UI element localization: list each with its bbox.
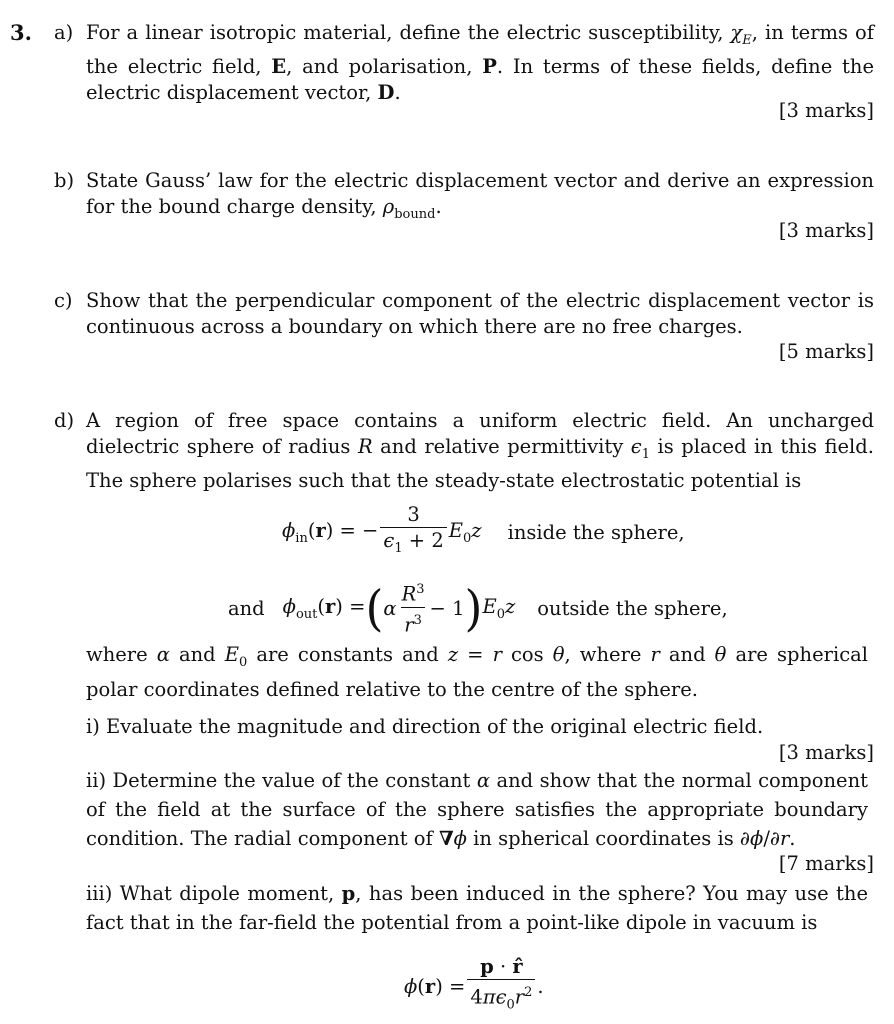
and-label: and <box>228 596 265 620</box>
equation-phi-out: and $\phi_{out}(r)$ = ( α $\frac{R^3}{r^3}$ − 1 ) $E_0z$ outside the sphere, <box>228 579 728 637</box>
sub-question-ii-marks: [7 marks] <box>778 852 874 875</box>
part-d-where-text: where α and $E_0$ are constants and z = r cos θ, where r and θ are spherical polar coordinates defined relative to the centre of the sphere. <box>86 643 868 701</box>
inside-label: inside the sphere, <box>507 520 685 544</box>
question-number: 3. <box>10 20 32 45</box>
part-c-label: c) <box>54 289 73 312</box>
part-b-label: b) <box>54 169 75 192</box>
outside-label: outside the sphere, <box>537 596 728 620</box>
equation-dipole-potential: ϕ(r) = $\frac{p \cdot r̂}{4\pi\epsilon_0r^2}$ . <box>404 955 544 1018</box>
part-c-marks: [5 marks] <box>778 340 874 363</box>
fraction-3-over-eps-plus-2: $\frac{3}{\epsilon_1 + 2}$ <box>380 503 446 562</box>
part-b <box>54 168 874 228</box>
fraction-R3-over-r3: $\frac{R^3}{r^3}$ <box>401 582 425 636</box>
part-a-text: For a linear isotropic material, define the electric susceptibility, $\chi_E$, in terms of the electric field, E, and polarisation, P. In terms of these fields, define the electric displacement vector, D. <box>86 21 875 104</box>
sub-question-i-marks: [3 marks] <box>778 741 874 764</box>
part-d-label: d) <box>54 409 75 432</box>
part-a-label: a) <box>54 21 74 44</box>
part-b-text: State Gauss’ law for the electric displacement vector and derive an expression for the bound charge density, $\rho_{bound}$. <box>86 169 874 222</box>
part-c-text: Show that the perpendicular component of the electric displacement vector is continuous across a boundary on which there are no free charges. <box>86 289 874 338</box>
fraction-p-dot-r-over-4pi-eps-r2: $\frac{p \cdot r̂}{4\pi\epsilon_0r^2}$ <box>467 955 535 1018</box>
part-a <box>54 20 874 106</box>
part-c <box>54 288 874 340</box>
equation-phi-in: $\phi_{in}(r)$ = − $\frac{3}{\epsilon_1 + 2}$ $E_0z$ inside the sphere, <box>282 503 685 562</box>
sub-question-iii: iii) What dipole moment, p, has been induced in the sphere? You may use the fact that in the far-field the potential from a point-like dipole in vacuum is <box>86 882 868 934</box>
part-a-marks: [3 marks] <box>778 99 874 122</box>
part-d-text: A region of free space contains a uniform electric field. An uncharged dielectric sphere of radius R and relative permittivity $\epsilon_1$ is placed in this field. The sphere polarises such that the steady-state electrostatic potential is <box>86 409 874 492</box>
part-b-marks: [3 marks] <box>778 219 874 242</box>
sub-question-i: i) Evaluate the magnitude and direction of the original electric field. <box>86 715 764 738</box>
part-d <box>54 408 874 494</box>
sub-question-ii: ii) Determine the value of the constant α and show that the normal component of the field at the surface of the sphere satisfies the appropriate boundary condition. The radial component of ∇ϕ in spherical coordinates is ∂ϕ/∂r. <box>86 769 868 850</box>
